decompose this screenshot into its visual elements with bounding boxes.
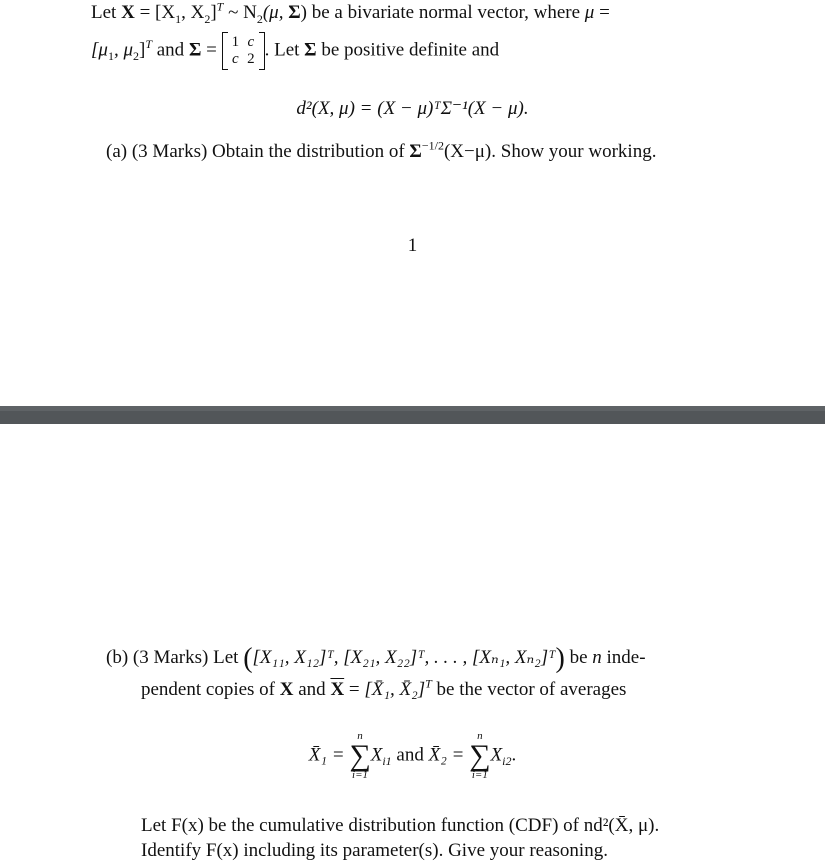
intro-line-2: [$\mu_1$, $\mu_2]^T$ and Σ = 1 c c 2 . Let Σ be positive definite and [91, 34, 499, 68]
pdf-page-2 [0, 424, 825, 865]
mahalanobis-equation: d²(X, μ) = (X − μ)ᵀΣ⁻¹(X − μ). [296, 98, 529, 119]
average-sums-equation: X̄₁ = n ∑ i=1 $X_{i1}$ and X̄₂ = n ∑ i=1 $X_{i2}$. [308, 730, 517, 781]
covariance-matrix: 1 c c 2 [222, 34, 265, 68]
part-a-question: (a) (3 Marks) Obtain the distribution of $\Sigma^{-1/2}(X-\mu)$. Show your working. [106, 138, 657, 162]
pdf-page-1 [0, 0, 825, 406]
part-b-line-2: pendent copies of X and $\overline{X}$ = [X̄₁, X̄₂]$^T$ be the vector of averages [141, 676, 627, 700]
cdf-line-1: Let F(x) be the cumulative distribution function (CDF) of nd²(X̄, μ). [141, 815, 660, 836]
page-separator [0, 406, 825, 424]
part-b-line-1: (b) (3 Marks) Let ([X₁₁, X₁₂]ᵀ, [X₂₁, X₂₂]ᵀ, . . . , [Xₙ₁, Xₙ₂]ᵀ) be n inde- [106, 643, 646, 674]
cdf-line-2: Identify F(x) including its parameter(s). Give your reasoning. [141, 840, 608, 861]
page-number: 1 [407, 235, 418, 256]
intro-line-1: Let $X = [X_1$, $X_2]^T$ ~ $N_2(\mu$, Σ) be a bivariate normal vector, where μ = [91, 0, 610, 26]
